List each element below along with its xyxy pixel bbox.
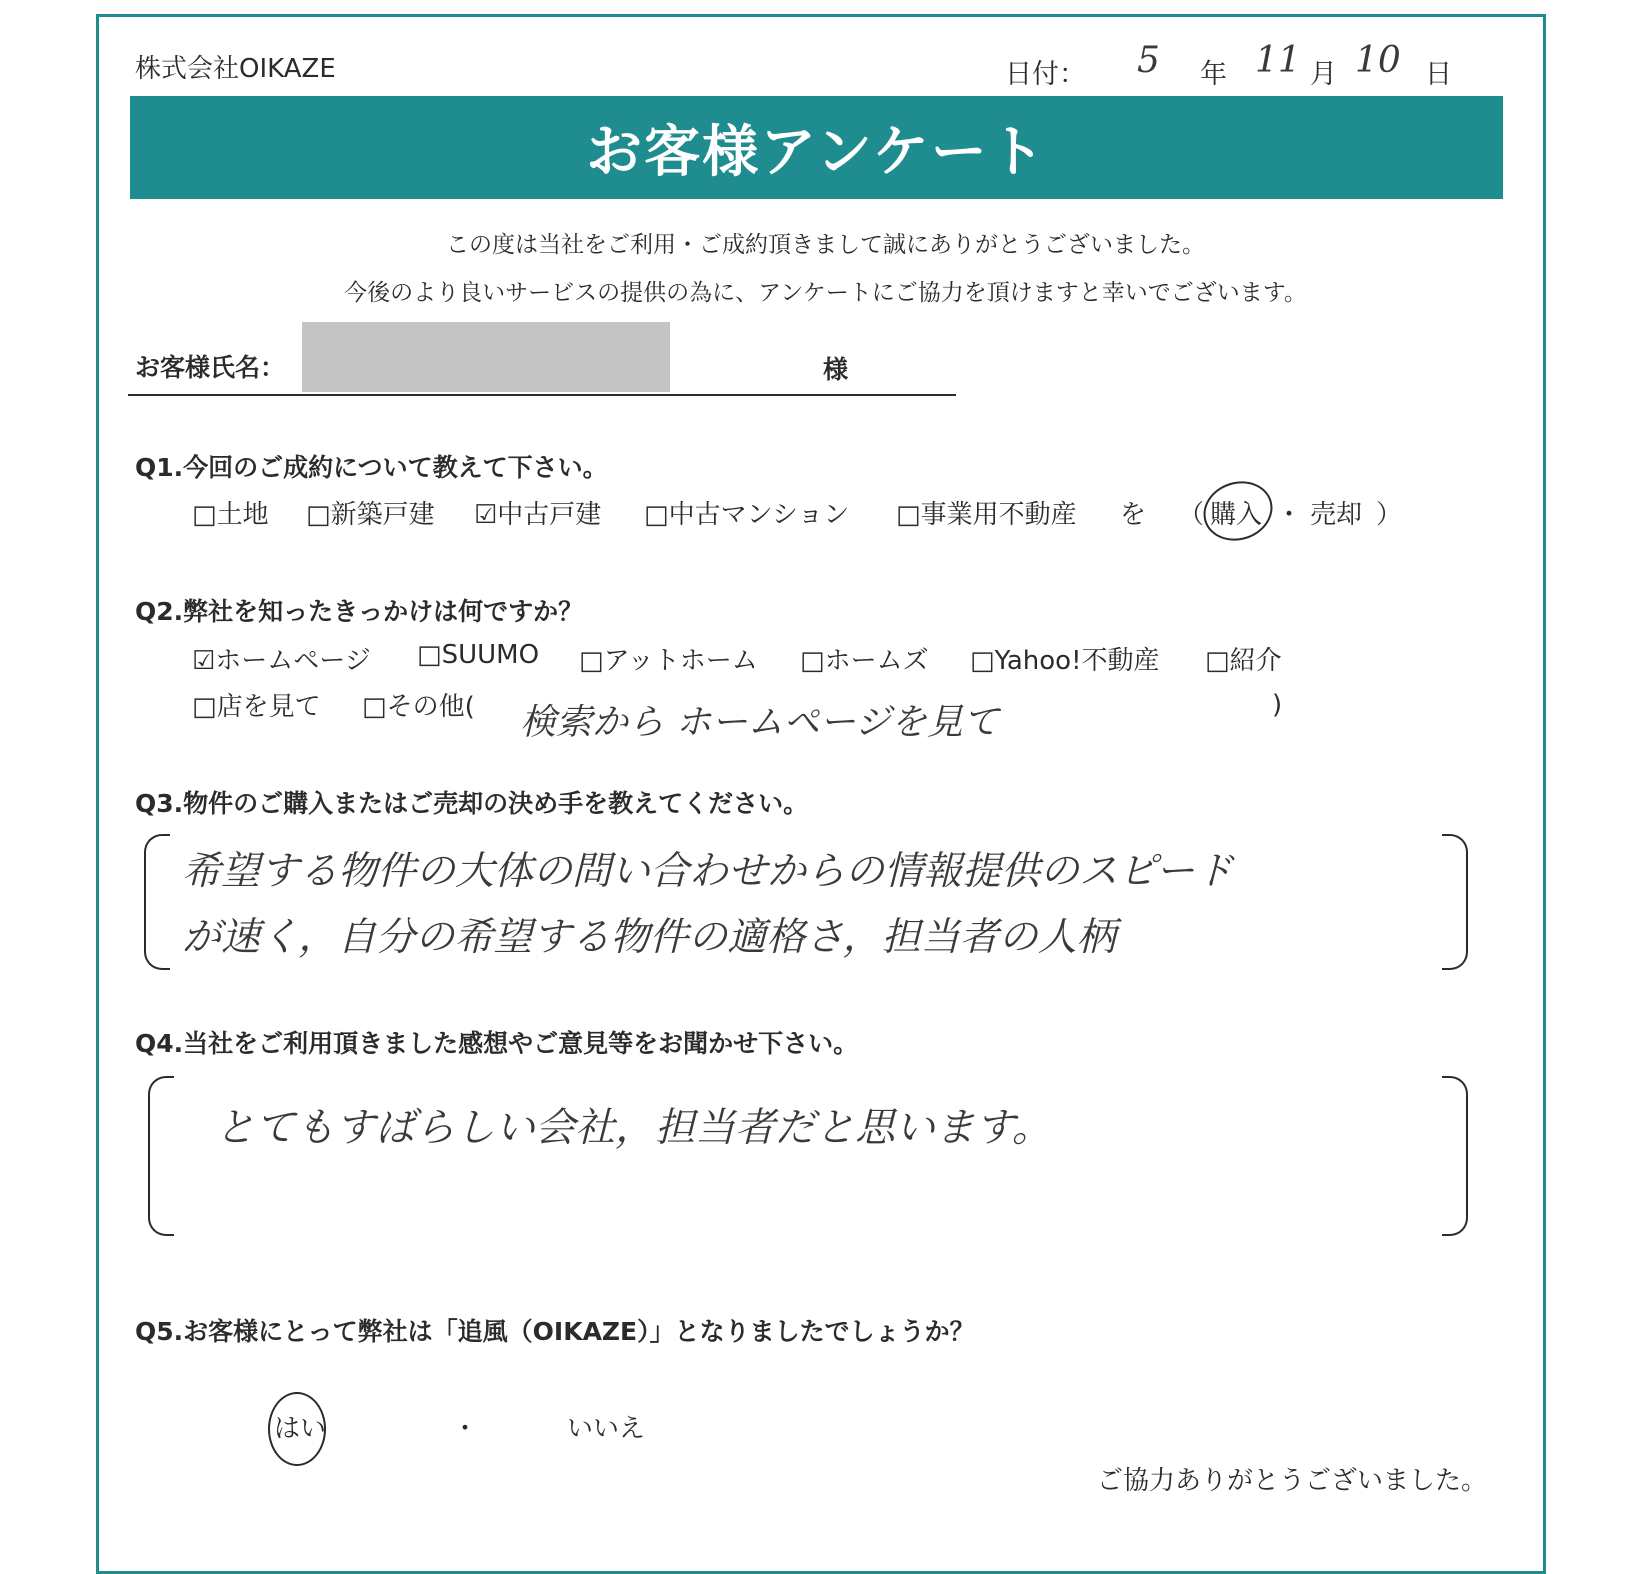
date-month-unit: 月 [1310,59,1337,90]
customer-name-label: お客様氏名： [135,353,286,382]
q2-question: Q2.弊社を知ったきっかけは何ですか？ [135,597,584,626]
q2-option-athome[interactable]: □アットホーム [579,646,758,676]
date-label: 日付： [1005,59,1086,90]
q5-sep: ・ [452,1414,479,1444]
customer-name-underline [128,394,956,396]
q3-answer-line-1[interactable]: 希望する物件の大体の問い合わせからの情報提供のスピード [182,849,1234,894]
customer-name-redacted [302,322,670,392]
date-year-unit: 年 [1200,59,1227,90]
q5-no[interactable]: いいえ [567,1414,646,1444]
q3-bracket-right [1442,834,1468,970]
q1-connector: を [1120,500,1147,530]
q1-choice-close: ） [1376,500,1403,530]
q4-bracket-left [148,1076,174,1236]
intro-line-2: 今後のより良いサービスの提供の為に、アンケートにご協力を頂けますと幸いでございます。 [344,280,1307,306]
q5-question: Q5.お客様にとって弊社は「追風（OIKAZE）」となりましたでしょうか？ [135,1317,975,1346]
q5-yes-circle-mark [268,1392,326,1466]
q1-question: Q1.今回のご成約について教えて下さい。 [135,453,608,482]
q2-option-yahoo[interactable]: □Yahoo!不動産 [970,646,1160,676]
q3-bracket-left [144,834,170,970]
q3-question: Q3.物件のご購入またはご売却の決め手を教えてください。 [135,789,809,818]
q2-option-referral[interactable]: □紹介 [1205,646,1282,676]
q1-option-used-mansion[interactable]: □中古マンション [644,500,850,530]
q3-answer-line-2[interactable]: が速く，自分の希望する物件の適格さ，担当者の人柄 [182,915,1116,960]
q1-option-land[interactable]: □土地 [192,500,269,530]
q1-option-used-house[interactable]: ☑中古戸建 [474,500,602,530]
q2-option-store[interactable]: □店を見て [192,692,321,722]
q2-option-suumo[interactable]: □SUUMO [417,640,540,670]
q1-choice-sep: ・ [1276,500,1303,530]
intro-line-1: この度は当社をご利用・ご成約頂きまして誠にありがとうございました。 [446,232,1205,258]
q2-other-close: ) [1272,690,1283,720]
q1-choice-buy[interactable]: 購入 [1210,500,1263,530]
company-name: 株式会社OIKAZE [135,54,336,84]
date-day-value: 10 [1355,40,1401,81]
thanks-message: ご協力ありがとうございました。 [1097,1466,1488,1496]
q2-other-answer[interactable]: 検索から ホームページを見て [520,702,999,743]
q5-yes[interactable]: はい [274,1414,327,1444]
q1-choice-open: （ [1178,500,1205,530]
date-month-value: 11 [1255,40,1301,81]
date-day-unit: 日 [1425,59,1452,90]
date-year-value: 5 [1137,40,1160,81]
q2-option-homes[interactable]: □ホームズ [800,646,929,676]
q2-option-homepage[interactable]: ☑ホームページ [192,646,371,676]
q2-option-other[interactable]: □その他( [362,692,475,722]
page-title: お客様アンケート [586,119,1047,185]
q1-option-commercial[interactable]: □事業用不動産 [896,500,1077,530]
title-banner [130,96,1503,199]
q1-option-new-house[interactable]: □新築戸建 [306,500,435,530]
q4-question: Q4.当社をご利用頂きました感想やご意見等をお聞かせ下さい。 [135,1029,859,1058]
q1-choice-sell[interactable]: 売却 [1310,500,1363,530]
customer-name-suffix: 様 [823,355,849,384]
q4-answer[interactable]: とてもすばらしい会社，担当者だと思います。 [215,1105,1052,1151]
q4-bracket-right [1442,1076,1468,1236]
